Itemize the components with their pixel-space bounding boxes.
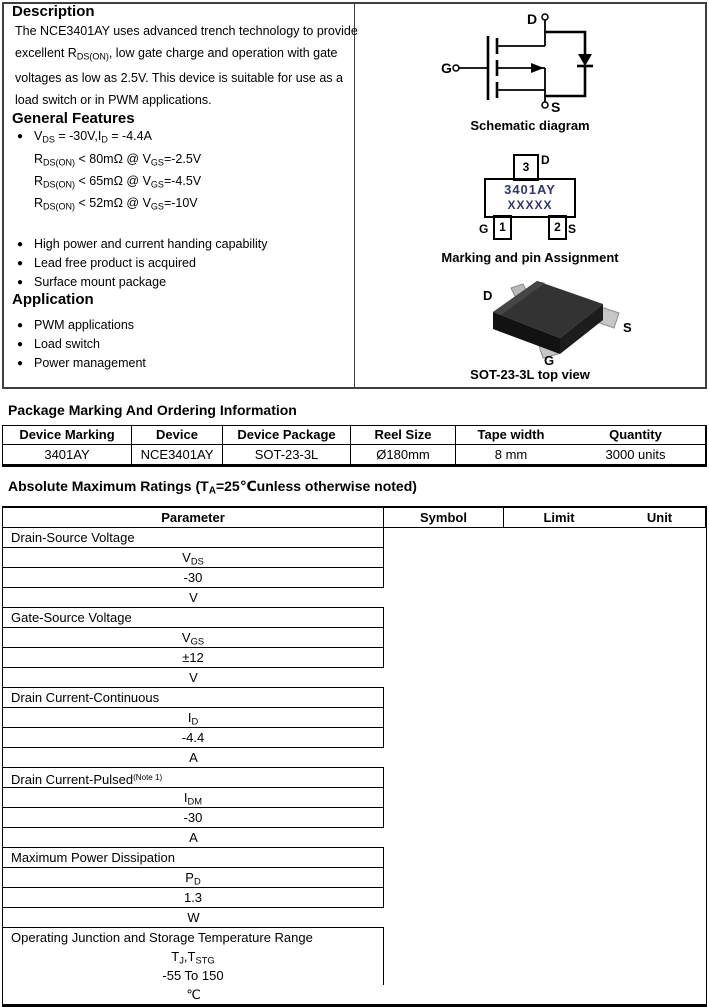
- features-list: [4, 127, 354, 292]
- ratings-title: Absolute Maximum Ratings ($T_A=25℃unless$ otherwise noted): [8, 478, 417, 497]
- limit-cell: -30: [3, 568, 384, 588]
- pin3-number: 3: [522, 160, 530, 174]
- ordering-header-cell: Tape width: [456, 426, 566, 445]
- pin1-g-label: G: [479, 222, 489, 236]
- bullet-icon: ●: [17, 277, 24, 289]
- application-text: Load switch: [34, 337, 101, 352]
- application-title: Application: [12, 291, 94, 309]
- feature-item: [15, 273, 354, 292]
- description-paragraph: [15, 20, 358, 111]
- bullet-icon: [15, 194, 34, 216]
- application-item: [15, 354, 354, 373]
- pin1-pad: [493, 215, 512, 240]
- ratings-header-cell: Unit: [614, 508, 706, 528]
- bullet-icon: ●: [17, 358, 24, 370]
- description-line: excellent $R_{DS(ON)}$, low gate charge and operation with gate: [15, 46, 338, 62]
- symbol-cell: $V_{GS}$: [3, 628, 384, 648]
- symbol-cell: $V_{DS}$: [3, 548, 384, 568]
- feature-text: $R_{DS(ON)} < 65m\Omega$ @ $V_{GS}=-4.5V$: [34, 173, 202, 189]
- body-diode-icon: [578, 54, 592, 66]
- limit-cell: -55 To 150: [3, 966, 384, 985]
- parameter-cell: Gate-Source Voltage: [3, 608, 384, 628]
- symbol-cell: $P_D$: [3, 868, 384, 888]
- drain-label: D: [527, 11, 538, 27]
- application-item: [15, 335, 354, 354]
- overview-box: [2, 2, 707, 389]
- pin2-number: 2: [554, 220, 561, 234]
- feature-text: Surface mount package: [34, 275, 167, 290]
- ratings-header-cell: Symbol: [384, 508, 504, 528]
- ordering-header-cell: Quantity: [566, 426, 706, 445]
- parameter-cell: Drain Current-Pulsed$^{(Note 1)}$: [3, 768, 384, 788]
- ordering-header-cell: Device: [132, 426, 223, 445]
- ratings-header-cell: Limit: [504, 508, 614, 528]
- ordering-data-cell: 8 mm: [494, 447, 528, 462]
- limit-cell: 1.3: [3, 888, 384, 908]
- symbol-cell: $T_J,T_{STG}$: [3, 947, 384, 966]
- unit-cell: A: [3, 828, 384, 848]
- bullet-icon: ●: [17, 239, 24, 251]
- ordering-data-cell: NCE3401AY: [132, 445, 223, 464]
- bullet-icon: [15, 172, 34, 194]
- feature-item: [15, 235, 354, 254]
- unit-cell: ℃: [186, 986, 201, 1002]
- ratings-body: [3, 528, 384, 1004]
- feature-item: [15, 127, 354, 149]
- symbol-cell: $I_{DM}$: [3, 788, 384, 808]
- bullet-icon: ●: [17, 258, 24, 270]
- pin3-pad: [513, 154, 539, 181]
- topview-s-label: S: [623, 320, 632, 335]
- gate-arrow-icon: [531, 63, 544, 73]
- left-panel: [4, 3, 358, 387]
- parameter-cell: Drain Current-Continuous: [3, 688, 384, 708]
- feature-text: $V_{DS} = -30V,I_D = -4.4A$: [34, 129, 152, 145]
- package-body-outline: [484, 178, 576, 218]
- feature-item: [15, 254, 354, 273]
- source-terminal-icon: [542, 102, 548, 108]
- feature-item: [15, 194, 354, 216]
- pin2-pad: [548, 215, 567, 240]
- description-line: load switch or in PWM applications.: [15, 93, 212, 108]
- device-marking-line2: XXXXX: [507, 198, 553, 212]
- topview-g-label: G: [544, 353, 555, 368]
- drain-terminal-icon: [542, 14, 548, 20]
- bullet-icon: [15, 150, 34, 172]
- features-title: General Features: [12, 110, 135, 128]
- ordering-table: [2, 425, 707, 467]
- feature-text: Lead free product is acquired: [34, 256, 196, 271]
- limit-cell: -4.4: [3, 728, 384, 748]
- feature-text: High power and current handing capability: [34, 237, 268, 252]
- unit-cell: A: [3, 748, 384, 768]
- gate-label: G: [441, 60, 452, 76]
- ordering-data-cell: SOT-23-3L: [223, 445, 351, 464]
- ordering-section: [2, 402, 707, 467]
- pin3-d-label: D: [541, 153, 550, 167]
- ordering-header-cell: Device Marking: [3, 426, 132, 445]
- parameter-cell: Operating Junction and Storage Temperature Range: [3, 928, 384, 947]
- device-marking-line1: 3401AY: [504, 182, 556, 197]
- feature-text: $R_{DS(ON)} < 80m\Omega$ @ $V_{GS}=-2.5V$: [34, 151, 202, 167]
- topview-caption: SOT-23-3L top view: [470, 367, 590, 382]
- sot23-3d-view: [475, 274, 640, 366]
- bullet-icon: ●: [17, 339, 24, 351]
- application-text: Power management: [34, 356, 146, 371]
- ordering-data-cell: 3000 units: [566, 445, 706, 464]
- unit-cell: V: [3, 588, 384, 608]
- ordering-header-cell: Device Package: [223, 426, 351, 445]
- bullet-icon: ●: [17, 320, 24, 332]
- gate-terminal-icon: [453, 65, 459, 71]
- description-line: The NCE3401AY uses advanced trench technology to provide: [15, 24, 358, 38]
- parameter-cell: Drain-Source Voltage: [3, 528, 384, 548]
- application-text: PWM applications: [34, 318, 135, 333]
- ratings-section: [2, 478, 707, 1007]
- ordering-header-cell: Reel Size: [351, 426, 456, 445]
- unit-cell: V: [3, 668, 384, 688]
- pin1-number: 1: [499, 220, 506, 234]
- right-panel: [355, 4, 705, 387]
- symbol-cell: $I_D$: [3, 708, 384, 728]
- topview-d-label: D: [483, 288, 493, 303]
- description-title: Description: [12, 3, 95, 20]
- feature-text: $R_{DS(ON)} < 52m\Omega$ @ $V_{GS}=-10V$: [34, 196, 198, 212]
- ordering-title: Package Marking And Ordering Information: [8, 402, 297, 418]
- feature-item: [15, 150, 354, 172]
- parameter-cell: Maximum Power Dissipation: [3, 848, 384, 868]
- unit-cell: W: [3, 908, 384, 928]
- ordering-data-cell: 3401AY: [3, 445, 132, 464]
- application-list: [4, 308, 354, 373]
- pin2-s-label: S: [568, 222, 577, 236]
- description-line: voltages as low as 2.5V. This device is suitable for use as a: [15, 71, 343, 86]
- marking-caption: Marking and pin Assignment: [441, 250, 619, 265]
- mosfet-schematic: [439, 8, 639, 120]
- limit-cell: ±12: [3, 648, 384, 668]
- application-item: [15, 316, 354, 335]
- limit-cell: -30: [3, 808, 384, 828]
- schematic-caption: Schematic diagram: [470, 118, 590, 133]
- ratings-header-cell: Parameter: [3, 508, 384, 528]
- feature-item: [15, 172, 354, 194]
- ordering-data-cell: Ø180mm: [351, 445, 456, 464]
- ratings-table: [2, 506, 707, 1007]
- source-label: S: [551, 99, 561, 115]
- bullet-icon: ●: [17, 131, 24, 143]
